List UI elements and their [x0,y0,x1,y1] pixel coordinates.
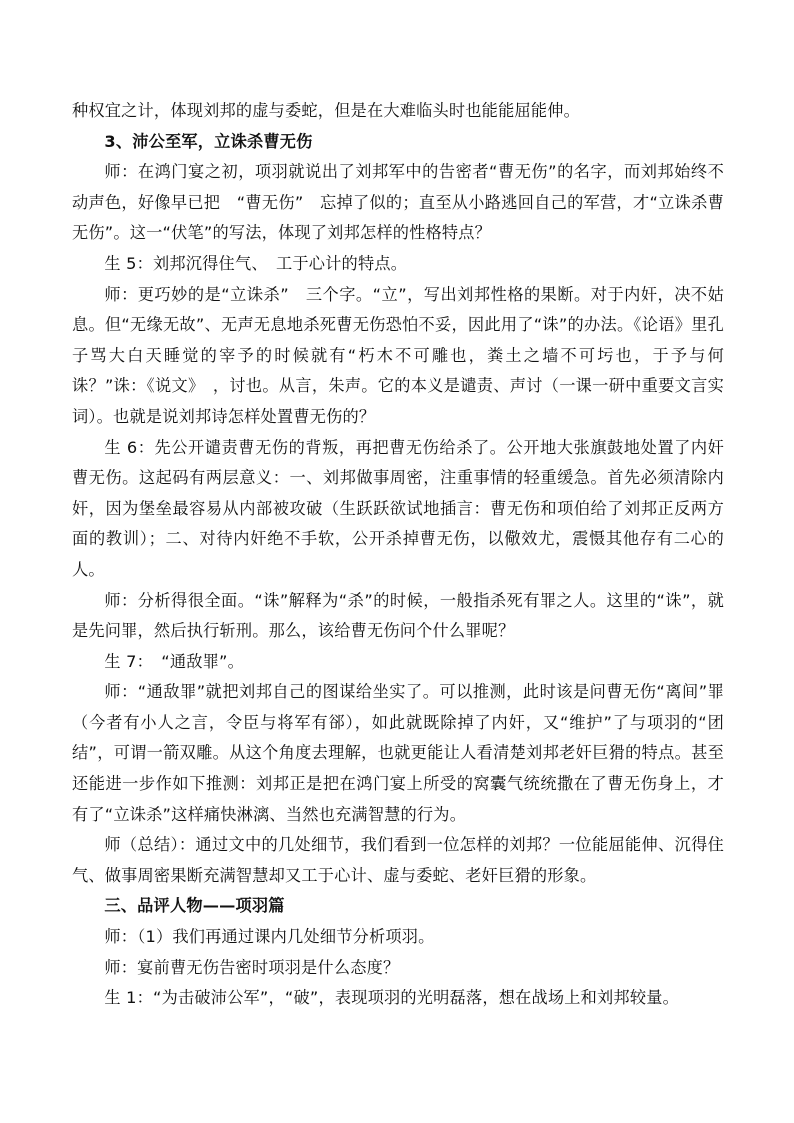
paragraph: 师：更巧妙的是“立诛杀” 三个字。“立”，写出刘邦性格的果断。对于内奸，决不姑息。但“无缘无故”、无声无息地杀死曹无伤恐怕不妥，因此用了“诛”的办法。《论语》里孔子骂大白天睡觉的宰予的时候就有“朽木不可雕也，粪土之墙不可圬也，于予与何诛？”诛：《说文》 ，讨也。从言，朱声。它的本义是谴责、声讨（一课一研中重要文言实词）。也就是说刘邦诗怎样处置曹无伤的？ [72,284,724,426]
paragraph: 师：“通敌罪”就把刘邦自己的图谋给坐实了。可以推测，此时该是问曹无伤“离间”罪（今者有小人之言，令臣与将军有郤），如此就既除掉了内奸，又“维护”了与项羽的“团结”，可谓一箭双雕。从这个角度去理解，也就更能让人看清楚刘邦老奸巨猾的特点。甚至还能进一步作如下推测：刘邦正是把在鸿门宴上所受的窝囊气统统撒在了曹无伤身上，才有了“立诛杀”这样痛快淋漓、当然也充满智慧的行为。 [72,682,724,824]
paragraph: 师：（1）我们再通过课内几处细节分析项羽。 [104,927,435,947]
paragraph: 种权宜之计，体现刘邦的虚与委蛇，但是在大难临头时也能能屈能伸。 [72,101,581,120]
paragraph: 师（总结）：通过文中的几处细节，我们看到一位怎样的刘邦？一位能屈能伸、沉得住气、做事周密果断充满智慧却又工于心计、虚与委蛇、老奸巨猾的形象。 [72,835,724,885]
paragraph: 师：宴前曹无伤告密时项羽是什么态度？ [104,957,400,977]
paragraph: 生 5：刘邦沉得住气、 工于心计的特点。 [104,253,408,273]
paragraph: 生 1：“为击破沛公军”，“破”，表现项羽的光明磊落，想在战场上和刘邦较量。 [104,988,679,1008]
paragraph: 师：在鸿门宴之初，项羽就说出了刘邦军中的告密者“曹无伤”的名字，而刘邦始终不动声色，好像早已把 “曹无伤” 忘掉了似的；直至从小路逃回自己的军营，才“立诛杀曹无伤”。这一“伏笔”的写法，体现了刘邦怎样的性格特点？ [72,162,724,243]
paragraph: 生 7： “通敌罪”。 [104,651,245,671]
paragraph: 师：分析得很全面。“诛”解释为“杀”的时候，一般指杀死有罪之人。这里的“诛”，就是先问罪，然后执行斩刑。那么，该给曹无伤问个什么罪呢？ [72,590,724,641]
document-body [72,96,724,1014]
section-heading: 3、沛公至军，立诛杀曹无伤 [104,131,313,151]
section-heading: 三、品评人物——项羽篇 [104,896,285,916]
paragraph: 生 6：先公开谴责曹无伤的背叛，再把曹无伤给杀了。公开地大张旗鼓地处置了内奸曹无伤。这起码有两层意义：一、刘邦做事周密，注重事情的轻重缓急。首先必须清除内奸，因为堡垒最容易从内部被攻破（生跃跃欲试地插言：曹无伤和项伯给了刘邦正反两方面的教训）；二、对待内奸绝不手软，公开杀掉曹无伤，以儆效尤，震慑其他存有二心的人。 [72,437,724,579]
